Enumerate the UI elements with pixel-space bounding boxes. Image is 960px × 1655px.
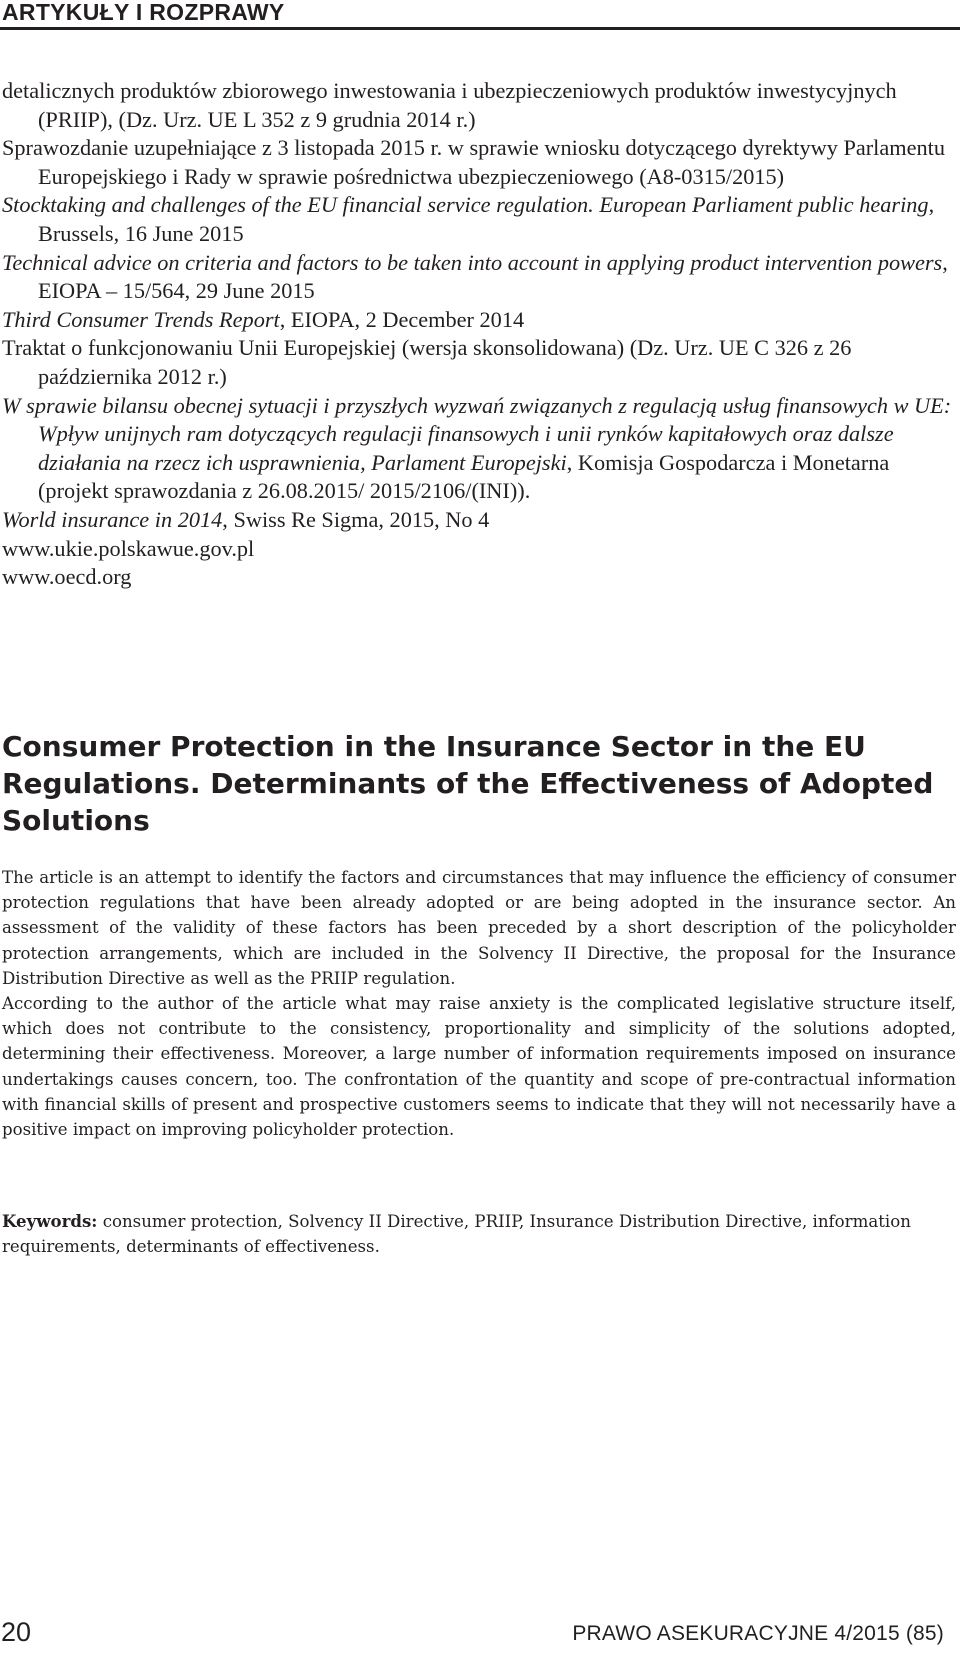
reference-item: detalicznych produktów zbiorowego inwestowania i ubezpieczeniowych produktów inwestycyjnych (PRIIP), (Dz. Urz. UE L 352 z 9 grudnia 2014 r.) — [2, 78, 897, 132]
abstract — [2, 865, 956, 1142]
section-header — [0, 0, 960, 30]
reference-item: Traktat o funkcjonowaniu Unii Europejskiej (wersja skonsolidowana) (Dz. Urz. UE C 326 z 26 października 2012 r.) — [2, 335, 852, 389]
reference-list — [2, 77, 954, 592]
keywords — [2, 1209, 956, 1259]
reference-item: Third Consumer Trends Report, EIOPA, 2 December 2014 — [2, 306, 525, 332]
section-title: ARTYKUŁY I ROZPRAWY — [2, 0, 285, 25]
journal-footer: PRAWO ASEKURACYJNE 4/2015 (85) — [572, 1622, 944, 1645]
abstract-paragraph: According to the author of the article what may raise anxiety is the complicated legislative structure itself, which does not contribute to the consistency, proportionality and simplicity of the solutions adopted, determining their effectiveness. Moreover, a large number of information requirements imposed on insurance undertakings causes concern, too. The confrontation of the quantity and scope of pre-contractual information with financial skills of present and prospective customers seems to indicate that they will not necessarily have a positive impact on improving policyholder protection. — [2, 994, 956, 1140]
reference-item-link[interactable]: www.oecd.org — [2, 564, 132, 590]
keywords-label: Keywords: — [2, 1211, 98, 1231]
page-number: 20 — [1, 1617, 32, 1647]
english-title: Consumer Protection in the Insurance Sector in the EU Regulations. Determinants of the Effectiveness of Adopted Solutions — [2, 730, 934, 837]
reference-item: World insurance in 2014, Swiss Re Sigma, 2015, No 4 — [2, 506, 490, 532]
reference-item: Technical advice on criteria and factors to be taken into account in applying product intervention powers, EIOPA – 15/564, 29 June 2015 — [2, 249, 948, 304]
abstract-paragraph: The article is an attempt to identify the factors and circumstances that may influence the efficiency of consumer protection regulations that have been already adopted or are being adopted in the insurance sector. An assessment of the validity of these factors has been preceded by a short description of the policyholder protection arrangements, which are included in the Solvency II Directive, the proposal for the Insurance Distribution Directive as well as the PRIIP regulation. — [2, 868, 956, 988]
reference-item: Stocktaking and challenges of the EU financial service regulation. European Parliament public hearing, Brussels, 16 June 2015 — [2, 192, 935, 246]
reference-item: W sprawie bilansu obecnej sytuacji i przyszłych wyzwań związanych z regulacją usług finansowych w UE: Wpływ unijnych ram dotyczących regulacji finansowych i unii rynków kapitałowych oraz dalsze działania na rzecz ich usprawnienia, Parlament Europejski, Komisja Gospodarcza i Monetarna (projekt sprawozdania z 26.08.2015/ 2015/2106/(INI)). — [2, 392, 952, 504]
reference-item: Sprawozdanie uzupełniające z 3 listopada 2015 r. w sprawie wniosku dotyczącego dyrektywy Parlamentu Europejskiego i Rady w sprawie pośrednictwa ubezpieczeniowego (A8-0315/2015) — [2, 135, 945, 189]
reference-item-link[interactable]: www.ukie.polskawue.gov.pl — [2, 535, 255, 561]
keywords-text: consumer protection, Solvency II Directive, PRIIP, Insurance Distribution Directive, information requirements, determinants of effectiveness. — [2, 1212, 911, 1257]
